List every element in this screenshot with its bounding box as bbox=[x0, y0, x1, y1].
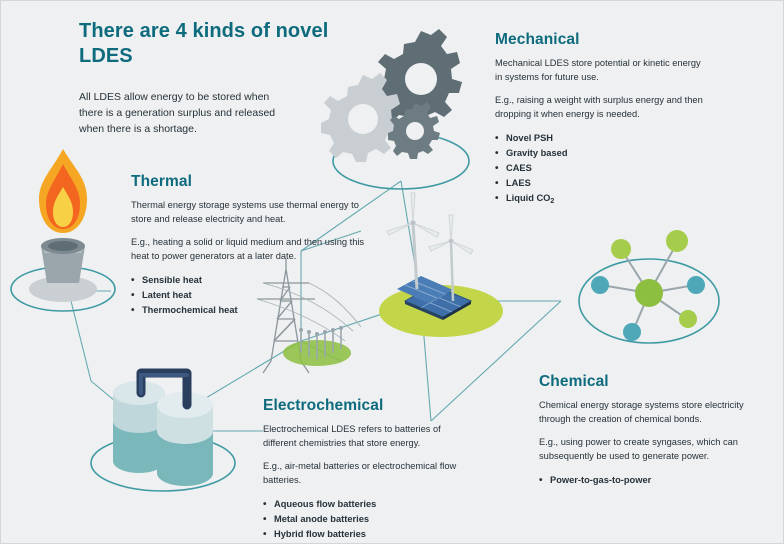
section-list-chemical bbox=[539, 473, 751, 488]
list-item: • Latent heat bbox=[131, 288, 366, 303]
list-item: • Sensible heat bbox=[131, 273, 366, 288]
section-list-mechanical bbox=[495, 131, 707, 209]
section-chemical bbox=[539, 373, 751, 488]
section-thermal bbox=[131, 173, 366, 318]
section-paragraph-2: E.g., air-metal batteries or electrochemical flow batteries. bbox=[263, 461, 457, 485]
section-list-electrochemical bbox=[263, 497, 463, 542]
section-paragraph-2: E.g., raising a weight with surplus energy and then dropping it when energy is needed. bbox=[495, 95, 703, 119]
section-paragraph-1: Thermal energy storage systems use thermal energy to store and release electricity and heat. bbox=[131, 200, 359, 224]
section-paragraph-1: Electrochemical LDES refers to batteries of different chemistries that store energy. bbox=[263, 424, 441, 448]
section-list-thermal bbox=[131, 273, 366, 318]
section-paragraph-2: E.g., heating a solid or liquid medium and then using this heat to power generators at a later date. bbox=[131, 237, 365, 261]
list-item: • Novel PSH bbox=[495, 131, 707, 146]
section-paragraph-1: Mechanical LDES store potential or kinetic energy in systems for future use. bbox=[495, 58, 701, 82]
list-item: • Gravity based bbox=[495, 146, 707, 161]
solar-wind-icon bbox=[379, 193, 503, 337]
molecule-icon bbox=[579, 230, 719, 343]
list-item: • CAES bbox=[495, 161, 707, 176]
list-item: • Power-to-gas-to-power bbox=[539, 473, 751, 488]
flow-battery-tanks-icon bbox=[91, 373, 235, 491]
section-mechanical bbox=[495, 31, 707, 209]
list-item bbox=[495, 191, 707, 209]
list-item: • Thermochemical heat bbox=[131, 303, 366, 318]
section-paragraph-2: E.g., using power to create syngases, which can subsequently be used to generate power. bbox=[539, 437, 738, 461]
section-electrochemical bbox=[263, 397, 463, 542]
gears-icon bbox=[321, 29, 469, 189]
list-item: • Aqueous flow batteries bbox=[263, 497, 463, 512]
list-item-label: Liquid CO bbox=[506, 193, 551, 203]
page-intro: All LDES allow energy to be stored when there is a generation surplus and released when there is a shortage. bbox=[79, 91, 276, 135]
list-item: • LAES bbox=[495, 176, 707, 191]
list-item: • Metal anode batteries bbox=[263, 512, 463, 527]
flame-icon bbox=[11, 149, 115, 311]
section-title-thermal: Thermal bbox=[131, 173, 192, 190]
section-title-mechanical: Mechanical bbox=[495, 31, 580, 48]
section-title-chemical: Chemical bbox=[539, 373, 609, 390]
section-title-electrochemical: Electrochemical bbox=[263, 397, 384, 414]
list-item-subscript: 2 bbox=[550, 198, 555, 205]
list-item: • Hybrid flow batteries bbox=[263, 527, 463, 542]
section-paragraph-1: Chemical energy storage systems store electricity through the creation of chemical bonds. bbox=[539, 400, 744, 424]
page-title: There are 4 kinds of novel LDES bbox=[79, 20, 329, 67]
